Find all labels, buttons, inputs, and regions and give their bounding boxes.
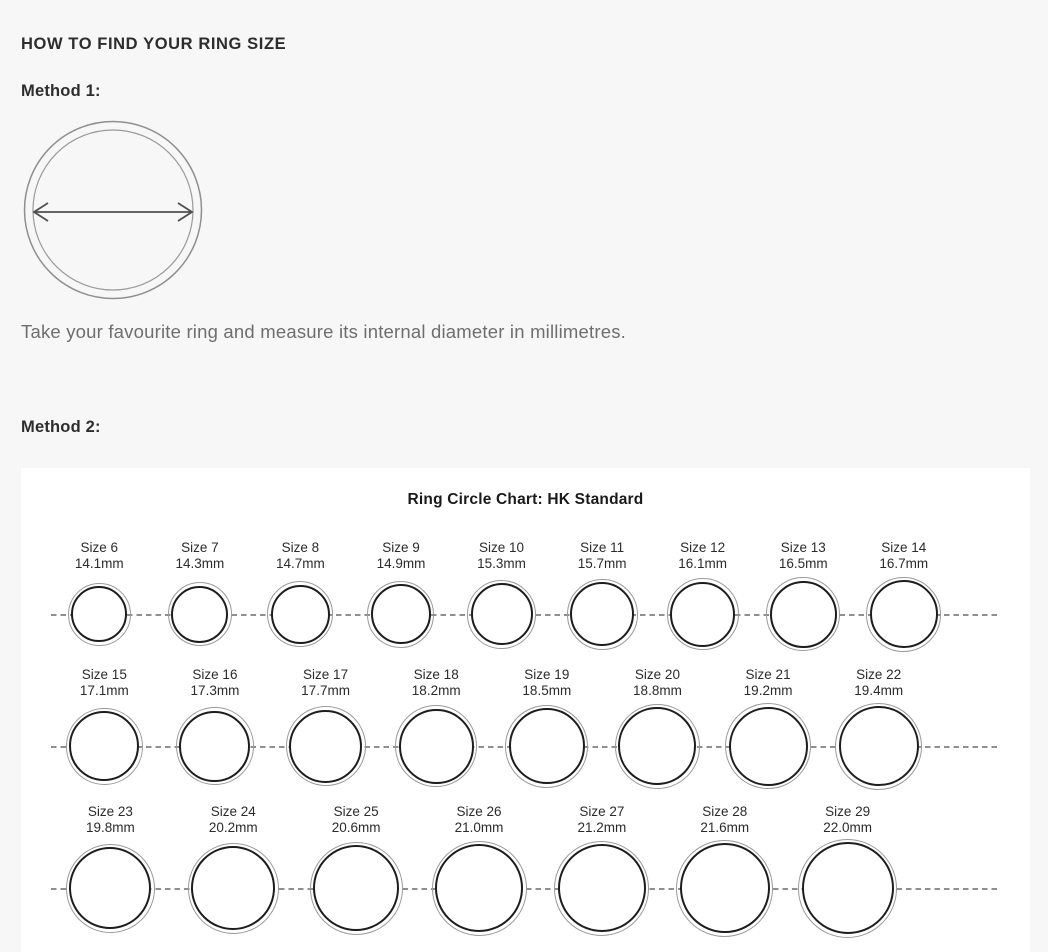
- ring-diameter-label: 19.2mm: [743, 683, 793, 698]
- chart-columns: [49, 667, 934, 791]
- method1-heading: Method 1:: [21, 82, 101, 100]
- ring-circle: [367, 581, 434, 648]
- ring-diameter-label: 16.5mm: [778, 556, 828, 571]
- ring-labels: [80, 667, 129, 701]
- ring-diameter-label: 17.3mm: [190, 683, 240, 698]
- ring-size-label: Size 11: [580, 540, 625, 555]
- ring-circle-inner: [71, 586, 127, 642]
- ring-circle-area: [66, 701, 143, 791]
- ring-size-label: Size 14: [881, 540, 927, 555]
- ring-circle-inner: [770, 581, 837, 648]
- ring-outline-inner: [33, 130, 193, 290]
- ring-circle-inner: [870, 580, 938, 648]
- ring-diameter-label: 21.6mm: [700, 820, 750, 835]
- ring-circle-inner: [729, 707, 808, 786]
- ring-diameter-label: 22.0mm: [823, 820, 872, 835]
- ring-labels: [633, 667, 682, 701]
- ring-column: [786, 804, 909, 938]
- ring-diameter-label: 18.2mm: [411, 683, 461, 698]
- ring-circle: [505, 705, 588, 788]
- ring-labels: [412, 667, 461, 701]
- ring-circle-area: [68, 574, 131, 654]
- ring-column: [418, 804, 541, 938]
- ring-size-label: Size 20: [634, 667, 680, 682]
- ring-size-label: Size 17: [303, 667, 349, 682]
- ring-circle: [176, 707, 254, 785]
- ring-circle-inner: [558, 844, 646, 932]
- ring-circle: [554, 841, 649, 936]
- ring-size-label: Size 7: [181, 540, 219, 555]
- ring-circle-inner: [839, 706, 919, 786]
- ring-circle: [68, 583, 131, 646]
- ring-diameter-label: 15.3mm: [477, 556, 526, 571]
- ring-circle-inner: [435, 844, 523, 932]
- ring-circle: [667, 578, 739, 650]
- ring-size-label: Size 8: [281, 540, 320, 555]
- ring-circle: [866, 577, 941, 652]
- ring-circle: [66, 708, 143, 785]
- ring-diameter-label: 21.0mm: [454, 820, 504, 835]
- ring-column: [540, 804, 663, 938]
- ring-circle-area: [395, 701, 477, 791]
- ring-circle: [267, 581, 333, 647]
- ring-labels: [332, 804, 381, 838]
- ring-size-label: Size 25: [333, 804, 379, 819]
- ring-circle-area: [866, 574, 941, 654]
- ring-circle-area: [310, 838, 403, 938]
- ring-column: [295, 804, 418, 938]
- ring-diameter-label: 14.1mm: [74, 556, 124, 571]
- ring-circle: [467, 580, 536, 649]
- ring-circle-area: [725, 701, 811, 791]
- ring-size-label: Size 19: [524, 667, 570, 682]
- ring-circle-inner: [371, 584, 431, 644]
- ring-circle-area: [267, 574, 333, 654]
- ring-diameter-label: 20.2mm: [208, 820, 258, 835]
- ring-size-label: Size 15: [81, 667, 127, 682]
- ring-column: [381, 667, 492, 791]
- ring-circle-area: [467, 574, 536, 654]
- ring-circle-area: [66, 838, 155, 938]
- ring-circle-inner: [289, 710, 362, 783]
- chart-rows: [49, 540, 1002, 938]
- ring-circle: [168, 582, 232, 646]
- ring-circle-area: [554, 838, 649, 938]
- ring-column: [602, 667, 713, 791]
- ring-column: [663, 804, 786, 938]
- ring-circle: [725, 703, 811, 789]
- ring-labels: [175, 540, 224, 574]
- ring-circle-area: [766, 574, 840, 654]
- ring-diameter-label: 19.4mm: [854, 683, 904, 698]
- ring-circle-area: [835, 701, 922, 791]
- ring-diameter-illustration: [21, 117, 205, 301]
- ring-circle: [798, 839, 897, 938]
- ring-labels: [276, 540, 325, 574]
- ring-size-label: Size 21: [745, 667, 791, 682]
- ring-labels: [779, 540, 828, 574]
- ring-circle: [432, 841, 527, 936]
- ring-circle-area: [798, 838, 897, 938]
- ring-size-label: Size 28: [702, 804, 748, 819]
- ring-circle: [286, 706, 366, 786]
- ring-circle-inner: [69, 711, 139, 781]
- ring-column: [652, 540, 753, 654]
- ring-diameter-label: 14.3mm: [175, 556, 225, 571]
- chart-row-1: [49, 540, 1002, 654]
- ring-labels: [577, 804, 626, 838]
- ring-diameter-label: 14.9mm: [376, 556, 426, 571]
- ring-circle-area: [505, 701, 588, 791]
- ring-circle-area: [667, 574, 739, 654]
- ring-column: [160, 667, 271, 791]
- ring-column: [250, 540, 351, 654]
- page-title: HOW TO FIND YOUR RING SIZE: [21, 35, 287, 53]
- ring-circle-inner: [69, 847, 151, 929]
- ring-circle-area: [615, 701, 700, 791]
- chart-row-3: [49, 804, 1002, 938]
- ring-column: [713, 667, 824, 791]
- ring-circle-area: [567, 574, 638, 654]
- ring-column: [823, 667, 934, 791]
- ring-labels: [522, 667, 571, 701]
- ring-labels: [477, 540, 526, 574]
- ring-size-label: Size 27: [579, 804, 625, 819]
- ring-circle-inner: [191, 846, 275, 930]
- ring-column: [49, 540, 150, 654]
- ring-circle-area: [367, 574, 434, 654]
- ring-diameter-label: 16.7mm: [879, 556, 929, 571]
- ring-circle-inner: [471, 583, 533, 645]
- ring-column: [492, 667, 603, 791]
- ring-circle-area: [168, 574, 232, 654]
- ring-size-label: Size 26: [456, 804, 502, 819]
- ring-diameter-label: 18.8mm: [633, 683, 682, 698]
- ring-size-label: Size 29: [825, 804, 871, 819]
- ring-column: [49, 667, 160, 791]
- ring-diameter-label: 15.7mm: [577, 556, 627, 571]
- chart-columns: [49, 540, 954, 654]
- ring-diameter-label: 19.8mm: [86, 820, 135, 835]
- ring-column: [451, 540, 552, 654]
- ring-column: [150, 540, 251, 654]
- ring-diameter-label: 21.2mm: [577, 820, 627, 835]
- ring-size-label: Size 22: [856, 667, 902, 682]
- ring-size-chart: [21, 468, 1030, 952]
- ring-circle: [66, 844, 155, 933]
- ring-size-label: Size 18: [413, 667, 459, 682]
- ring-size-label: Size 9: [382, 540, 420, 555]
- ring-circle-area: [176, 701, 254, 791]
- ring-size-label: Size 23: [87, 804, 133, 819]
- ring-size-label: Size 16: [192, 667, 238, 682]
- ring-circle: [567, 579, 638, 650]
- ring-size-label: Size 6: [80, 540, 119, 555]
- ring-circle-area: [676, 838, 773, 938]
- ring-diameter-label: 14.7mm: [276, 556, 325, 571]
- ring-circle-inner: [680, 843, 770, 933]
- ring-column: [172, 804, 295, 938]
- chart-title: Ring Circle Chart: HK Standard: [407, 491, 644, 508]
- ring-diameter-label: 20.6mm: [331, 820, 381, 835]
- method1-instruction: Take your favourite ring and measure its internal diameter in millimetres.: [21, 321, 626, 342]
- ring-outline-outer: [25, 122, 202, 299]
- ring-circle-inner: [399, 709, 474, 784]
- ring-labels: [879, 540, 928, 574]
- ring-labels: [854, 667, 903, 701]
- chart-row-2: [49, 667, 1002, 791]
- ring-circle-inner: [271, 585, 330, 644]
- ring-circle-area: [432, 838, 527, 938]
- ring-circle-inner: [171, 586, 228, 643]
- ring-circle: [676, 840, 773, 937]
- ring-labels: [301, 667, 350, 701]
- ring-diameter-label: 16.1mm: [678, 556, 728, 571]
- page-content: [0, 0, 1048, 436]
- ring-circle: [395, 705, 477, 787]
- ring-circle-inner: [509, 708, 585, 784]
- method2-heading: Method 2:: [21, 418, 101, 436]
- ring-circle-inner: [179, 711, 250, 782]
- ring-circle: [188, 843, 279, 934]
- ring-column: [854, 540, 955, 654]
- ring-labels: [578, 540, 627, 574]
- ring-circle-inner: [618, 707, 696, 785]
- chart-columns: [49, 804, 909, 938]
- ring-labels: [700, 804, 749, 838]
- ring-circle-inner: [570, 582, 634, 646]
- ring-labels: [455, 804, 504, 838]
- ring-size-label: Size 24: [210, 804, 256, 819]
- ring-diameter-label: 17.7mm: [301, 683, 350, 698]
- ring-labels: [678, 540, 727, 574]
- ring-column: [552, 540, 653, 654]
- ring-labels: [191, 667, 240, 701]
- ring-diameter-label: 18.5mm: [522, 683, 572, 698]
- ring-labels: [75, 540, 124, 574]
- ring-circle-area: [188, 838, 279, 938]
- ring-size-label: Size 10: [479, 540, 525, 555]
- ring-diameter-label: 17.1mm: [79, 683, 129, 698]
- ring-circle-inner: [670, 582, 735, 647]
- ring-labels: [86, 804, 135, 838]
- ring-labels: [209, 804, 258, 838]
- ring-labels: [744, 667, 793, 701]
- ring-circle: [766, 577, 840, 651]
- ring-labels: [377, 540, 426, 574]
- ring-circle: [835, 703, 922, 790]
- ring-size-label: Size 13: [780, 540, 826, 555]
- ring-circle-inner: [802, 842, 894, 934]
- ring-column: [49, 804, 172, 938]
- ring-column: [753, 540, 854, 654]
- ring-circle-area: [286, 701, 366, 791]
- ring-circle: [310, 842, 403, 935]
- ring-size-label: Size 12: [680, 540, 726, 555]
- ring-labels: [823, 804, 872, 838]
- ring-circle-inner: [313, 845, 399, 931]
- ring-column: [351, 540, 452, 654]
- ring-circle: [615, 704, 700, 789]
- ring-column: [270, 667, 381, 791]
- diameter-arrow-icon: [34, 203, 192, 221]
